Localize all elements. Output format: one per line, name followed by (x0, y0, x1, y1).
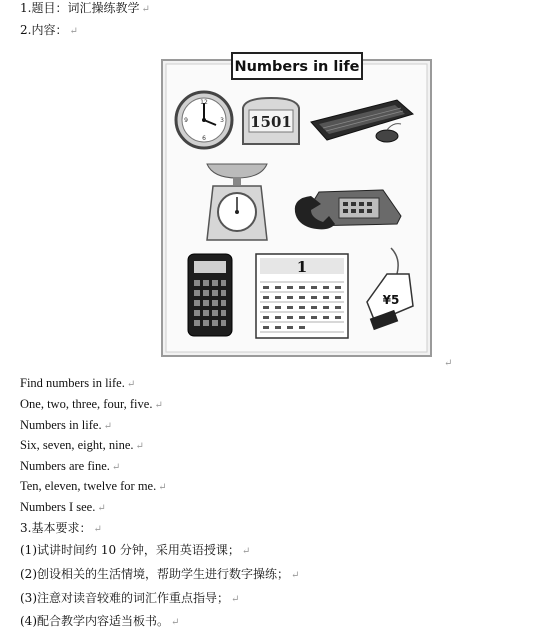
requirement-item: (4)配合教学内容适当板书。 ↵ (20, 614, 180, 628)
calendar-icon (256, 254, 348, 338)
requirement-item: (1)试讲时间约 10 分钟，采用英语授课； ↵ (20, 543, 251, 557)
chant-line: Numbers are fine. ↵ (20, 459, 121, 473)
paragraph-mark: ↵ (231, 594, 240, 605)
calendar-day: 1 (296, 258, 308, 276)
calculator-icon (188, 254, 232, 336)
svg-text:3: 3 (220, 117, 224, 124)
svg-text:12: 12 (200, 99, 208, 106)
requirement-item: (3)注意对读音较难的词汇作重点指导； ↵ (20, 591, 240, 605)
paragraph-mark: ↵ (111, 462, 121, 473)
paragraph-mark: ↵ (444, 358, 453, 369)
chant-line: Numbers I see. ↵ (20, 500, 106, 514)
requirement-item: (2)创设相关的生活情境，帮助学生进行数字操练； ↵ (20, 567, 300, 581)
chant-line: Six, seven, eight, nine. ↵ (20, 438, 144, 452)
paragraph-mark: ↵ (291, 570, 300, 581)
paragraph-mark: ↵ (69, 26, 78, 37)
chant-line: Ten, eleven, twelve for me. ↵ (20, 479, 167, 493)
chant-line: One, two, three, four, five. ↵ (20, 397, 163, 411)
paragraph-mark: ↵ (171, 617, 180, 628)
price-tag-value: ¥5 (382, 293, 400, 307)
wall-clock-icon (176, 92, 232, 148)
content-label: 2.内容： ↵ (20, 23, 78, 37)
chant-line: Find numbers in life. ↵ (20, 376, 136, 390)
paragraph-mark: ↵ (141, 4, 150, 15)
poster-title: Numbers in life (234, 59, 360, 75)
numbers-in-life-poster (161, 52, 432, 358)
chant-line: Numbers in life. ↵ (20, 418, 112, 432)
svg-text:9: 9 (184, 117, 188, 124)
paragraph-mark: ↵ (241, 546, 251, 557)
question-title: 1.题目：词汇操练教学 ↵ (20, 1, 150, 15)
paragraph-mark: ↵ (154, 400, 163, 411)
paragraph-mark: ↵ (158, 482, 167, 493)
paragraph-mark: ↵ (135, 441, 144, 452)
paragraph-mark: ↵ (103, 421, 112, 432)
paragraph-mark: ↵ (126, 379, 136, 390)
paragraph-mark: ↵ (97, 503, 106, 514)
requirements-heading: 3.基本要求： ↵ (20, 521, 102, 535)
number-counter-icon (243, 98, 299, 144)
paragraph-mark: ↵ (93, 524, 102, 535)
svg-text:6: 6 (202, 135, 206, 142)
counter-number: 1501 (250, 113, 292, 131)
